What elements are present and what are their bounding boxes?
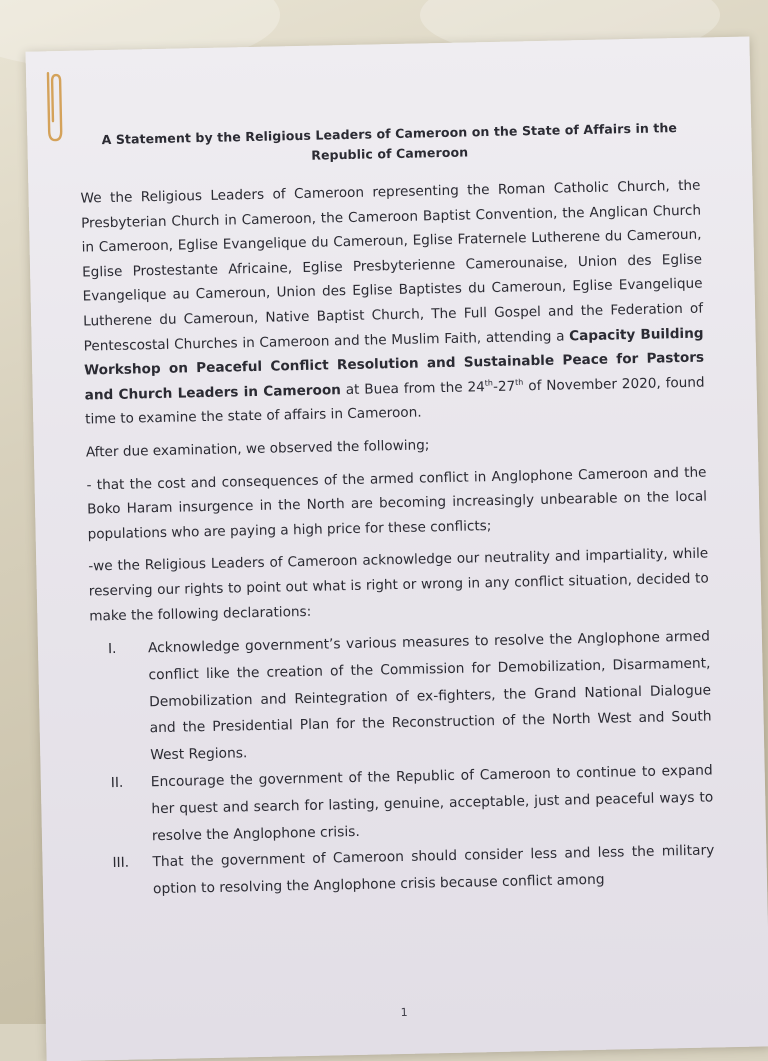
ordinal-suffix: th xyxy=(515,377,524,387)
declarations-list xyxy=(90,624,715,905)
intro-paragraph xyxy=(80,174,705,433)
declaration-item xyxy=(93,758,715,851)
workshop-name: Capacity Building Workshop on Peaceful Conflict Resolution and Sustainable Peace for Pastors and Church Leaders in Cameroon xyxy=(84,325,705,404)
observation-paragraph-2: -we the Religious Leaders of Cameroon acknowledge our neutrality and impartiality, while reserving our rights to point out what is right or wrong in any conflict situation, decided to make the following declarations: xyxy=(88,545,709,624)
declaration-number: I. xyxy=(107,641,117,658)
intro-text-a: We the Religious Leaders of Cameroon representing the Roman Catholic Church, the Presbyterian Church in Cameroon, the Cameroon Baptist Convention, the Anglican Church in Cameroon, Eglise Evangelique du Cameroun, Eglise Fraternele Lutherene du Cameroun, Eglise Prostestante Africaine, Eglise Presbyterienne Camerounaise, Union des Eglise Evangelique au Cameroun, Union des Eglise Baptistes du Cameroun, Eglise Evangelique Lutherene du Cameroun, Native Baptist Church, The Full Gospel and the Federation of Pentescostal Churches in Cameroon and the Muslim Faith, attending a xyxy=(80,177,704,355)
page-number: 1 xyxy=(400,1005,408,1020)
declaration-number: II. xyxy=(110,774,124,792)
document-title xyxy=(79,118,700,171)
document-page xyxy=(26,37,768,1061)
intro-text-d: of November 2020, found time to examine the state of affairs in Cameroon. xyxy=(85,374,705,428)
title-line-1: A Statement by the Religious Leaders of Cameroon on the State of Affairs in the xyxy=(101,120,678,148)
intro-text-c: -27 xyxy=(492,378,516,395)
declaration-text: Encourage the government of the Republic of Cameroon to continue to expand her quest and search for lasting, genuine, acceptable, just and peaceful ways to resolve the Anglophone crisis. xyxy=(150,762,714,844)
ordinal-suffix: th xyxy=(484,378,494,388)
declaration-text: That the government of Cameroon should consider less and less the military option to resolving the Anglophone crisis because conflict among xyxy=(152,842,715,898)
declaration-text: Acknowledge government’s various measures to resolve the Anglophone armed conflict like the creation of the Commission for Demobilization, Disarmament, Demobilization and Reintegration of ex-fighters, the Grand National Dialogue and the Presidential Plan for the Reconstruction of the North West and South West Regions. xyxy=(147,628,712,764)
intro-text-b: at Buea from the 24 xyxy=(340,378,485,398)
title-line-2: Republic of Cameroon xyxy=(311,144,469,163)
declaration-item xyxy=(90,624,713,771)
declaration-number: III. xyxy=(112,855,130,872)
observation-intro: After due examination, we observed the following; xyxy=(85,437,430,461)
observation-paragraph-1: - that the cost and consequences of the armed conflict in Anglophone Cameroon and the Boko Haram insurgence in the North are becoming increasingly unbearable on the local populations who are paying a high price for these conflicts; xyxy=(86,464,708,543)
paperclip-icon xyxy=(44,65,64,143)
document-content xyxy=(79,118,715,905)
